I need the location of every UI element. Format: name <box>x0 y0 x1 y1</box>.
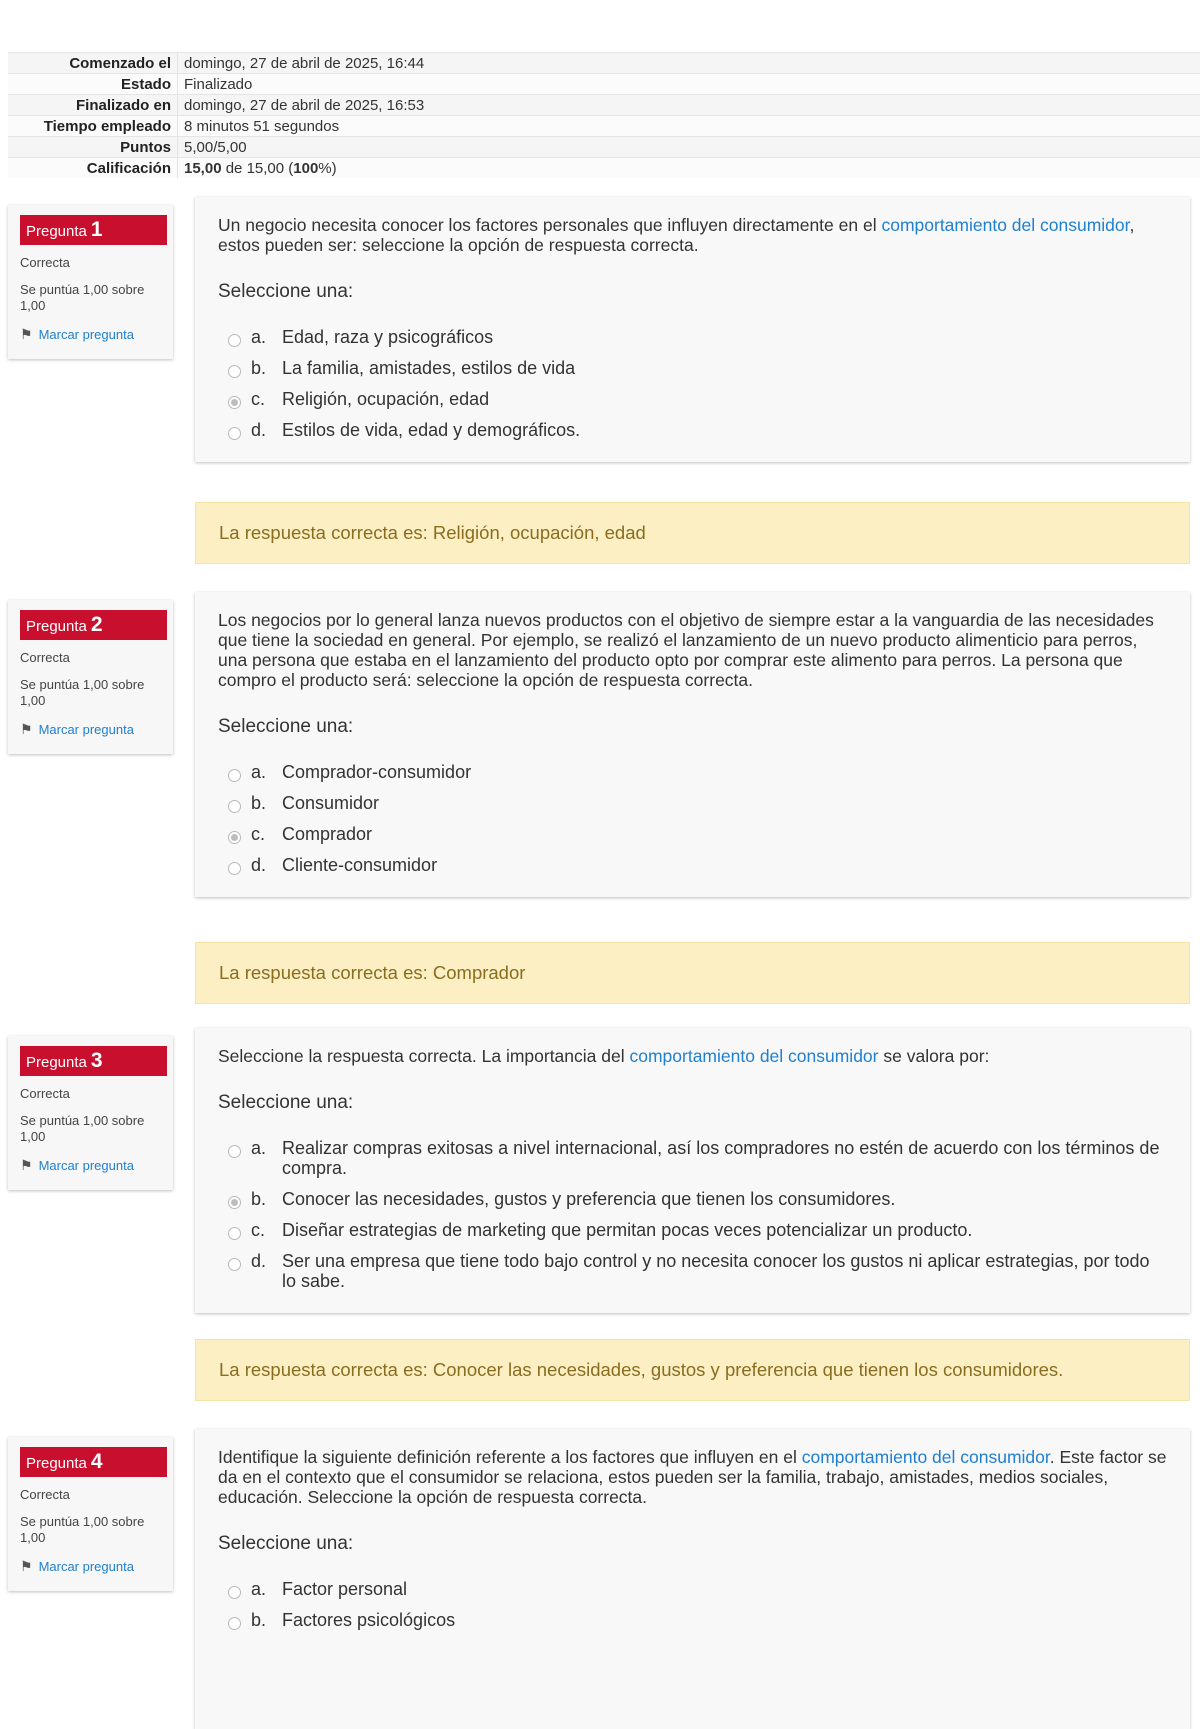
summary-value: domingo, 27 de abril de 2025, 16:44 <box>178 53 1200 74</box>
answer-letter: a. <box>251 1138 282 1158</box>
question-content <box>195 592 1190 897</box>
answer-letter: b. <box>251 1189 282 1209</box>
correct-answer-feedback: La respuesta correcta es: Comprador <box>195 942 1190 1004</box>
answer-option-c[interactable] <box>218 1220 1168 1240</box>
flag-question-link[interactable] <box>20 721 173 738</box>
answer-text: Diseñar estrategias de marketing que permitan pocas veces potencializar un producto. <box>282 1220 1168 1240</box>
question-text-part: . Este factor se da en el contexto que el consumidor se relaciona, estos pueden ser la familia, trabajo, amistades, medios sociales, educación. Seleccione la opción de respuesta correcta. <box>218 1447 1166 1507</box>
radio-button[interactable] <box>228 769 241 782</box>
answer-letter: a. <box>251 327 282 347</box>
flag-icon: ⚑ <box>20 326 33 342</box>
answer-letter: a. <box>251 1579 282 1599</box>
flag-label: Marcar pregunta <box>39 327 134 342</box>
question-content <box>195 1028 1190 1313</box>
summary-key: Finalizado en <box>8 95 178 116</box>
question-label: Pregunta <box>26 618 87 635</box>
answer-option-c[interactable] <box>218 824 1168 844</box>
answer-option-b[interactable] <box>218 793 1168 813</box>
answer-option-b[interactable] <box>218 1610 1168 1630</box>
answer-letter: c. <box>251 1220 282 1240</box>
question-number: 4 <box>91 1450 103 1473</box>
question-label: Pregunta <box>26 1054 87 1071</box>
answer-text: La familia, amistades, estilos de vida <box>282 358 1168 378</box>
question-grade: Se puntúa 1,00 sobre 1,00 <box>20 677 165 709</box>
answer-text: Conocer las necesidades, gustos y preferencia que tienen los consumidores. <box>282 1189 1168 1209</box>
question-grade: Se puntúa 1,00 sobre 1,00 <box>20 282 165 314</box>
summary-value: 8 minutos 51 segundos <box>178 116 1200 137</box>
question-state: Correcta <box>20 255 173 270</box>
summary-key: Calificación <box>8 158 178 179</box>
answer-option-d[interactable] <box>218 855 1168 875</box>
correct-answer-feedback: La respuesta correcta es: Religión, ocupación, edad <box>195 502 1190 564</box>
summary-row-points <box>8 137 1200 158</box>
select-one-prompt: Seleccione una: <box>218 281 1168 303</box>
flag-icon: ⚑ <box>20 1558 33 1574</box>
question-number: 2 <box>91 613 103 636</box>
radio-button[interactable] <box>228 365 241 378</box>
answer-text: Cliente-consumidor <box>282 855 1168 875</box>
summary-row-started <box>8 53 1200 74</box>
radio-button[interactable] <box>228 427 241 440</box>
answer-letter: d. <box>251 420 282 440</box>
radio-button[interactable] <box>228 1617 241 1630</box>
flag-label: Marcar pregunta <box>39 1559 134 1574</box>
summary-row-finished <box>8 95 1200 116</box>
glossary-link[interactable]: comportamiento del consumidor <box>802 1447 1050 1467</box>
answer-option-d[interactable] <box>218 1251 1168 1291</box>
answer-letter: d. <box>251 855 282 875</box>
answer-text: Consumidor <box>282 793 1168 813</box>
radio-button[interactable] <box>228 334 241 347</box>
question-grade: Se puntúa 1,00 sobre 1,00 <box>20 1514 165 1546</box>
radio-button[interactable] <box>228 862 241 875</box>
summary-key: Comenzado el <box>8 53 178 74</box>
question-info <box>8 1036 173 1190</box>
flag-question-link[interactable] <box>20 326 173 343</box>
answer-option-a[interactable] <box>218 327 1168 347</box>
question-number-badge <box>20 610 167 640</box>
answer-letter: c. <box>251 824 282 844</box>
question-text: Los negocios por lo general lanza nuevos productos con el objetivo de siempre estar a la vanguardia de las necesidades que tiene la sociedad en general. Por ejemplo, se realizó el lanzamiento de un nuevo producto alimenticio para perros, una persona que estaba en el lanzamiento del producto opto por comprar este alimento para perros. La persona que compro el producto será: seleccione la opción de respuesta correcta. <box>218 610 1168 690</box>
grade-value: 15,00 <box>184 160 222 177</box>
answer-list <box>218 1138 1168 1291</box>
question-number: 3 <box>91 1049 103 1072</box>
question-info <box>8 1437 173 1591</box>
answer-option-a[interactable] <box>218 762 1168 782</box>
answer-text: Realizar compras exitosas a nivel internacional, así los compradores no estén de acuerdo con los términos de compra. <box>282 1138 1168 1178</box>
summary-key: Tiempo empleado <box>8 116 178 137</box>
summary-value: 5,00/5,00 <box>178 137 1200 158</box>
answer-text: Religión, ocupación, edad <box>282 389 1168 409</box>
correct-answer-feedback: La respuesta correcta es: Conocer las necesidades, gustos y preferencia que tienen los consumidores. <box>195 1339 1190 1401</box>
answer-option-a[interactable] <box>218 1138 1168 1178</box>
question-content <box>195 1429 1190 1729</box>
radio-button[interactable] <box>228 1586 241 1599</box>
radio-button[interactable] <box>228 1227 241 1240</box>
question-text-part: se valora por: <box>879 1046 990 1066</box>
flag-question-link[interactable] <box>20 1157 173 1174</box>
summary-value: domingo, 27 de abril de 2025, 16:53 <box>178 95 1200 116</box>
answer-text: Factor personal <box>282 1579 1168 1599</box>
answer-list <box>218 762 1168 875</box>
radio-button-selected[interactable] <box>228 396 241 409</box>
select-one-prompt: Seleccione una: <box>218 1533 1168 1555</box>
question-number: 1 <box>91 218 103 241</box>
question-info <box>8 600 173 754</box>
question-state: Correcta <box>20 650 173 665</box>
summary-value: Finalizado <box>178 74 1200 95</box>
question-label: Pregunta <box>26 223 87 240</box>
flag-icon: ⚑ <box>20 1157 33 1173</box>
summary-row-grade <box>8 158 1200 179</box>
answer-text: Factores psicológicos <box>282 1610 1168 1630</box>
answer-option-d[interactable] <box>218 420 1168 440</box>
answer-option-a[interactable] <box>218 1579 1168 1599</box>
answer-option-c[interactable] <box>218 389 1168 409</box>
answer-option-b[interactable] <box>218 1189 1168 1209</box>
answer-letter: d. <box>251 1251 282 1271</box>
question-text <box>218 215 1168 255</box>
answer-text: Comprador <box>282 824 1168 844</box>
question-text <box>218 1447 1168 1507</box>
question-number-badge <box>20 1447 167 1477</box>
answer-letter: b. <box>251 1610 282 1630</box>
answer-option-b[interactable] <box>218 358 1168 378</box>
answer-letter: b. <box>251 793 282 813</box>
grade-percent: 100 <box>293 160 318 177</box>
question-state: Correcta <box>20 1086 173 1101</box>
radio-button[interactable] <box>228 800 241 813</box>
answer-list <box>218 327 1168 440</box>
question-label: Pregunta <box>26 1455 87 1472</box>
question-state: Correcta <box>20 1487 173 1502</box>
question-number-badge <box>20 215 167 245</box>
question-content <box>195 197 1190 462</box>
glossary-link[interactable]: comportamiento del consumidor <box>881 215 1129 235</box>
attempt-summary-table <box>8 52 1200 178</box>
answer-text: Ser una empresa que tiene todo bajo control y no necesita conocer los gustos ni aplicar estrategias, por todo lo sabe. <box>282 1251 1168 1291</box>
flag-icon: ⚑ <box>20 721 33 737</box>
summary-value <box>178 158 1200 179</box>
answer-letter: a. <box>251 762 282 782</box>
answer-letter: c. <box>251 389 282 409</box>
summary-key: Estado <box>8 74 178 95</box>
answer-text: Estilos de vida, edad y demográficos. <box>282 420 1168 440</box>
question-number-badge <box>20 1046 167 1076</box>
radio-button-selected[interactable] <box>228 831 241 844</box>
answer-letter: b. <box>251 358 282 378</box>
answer-text: Edad, raza y psicográficos <box>282 327 1168 347</box>
grade-end: %) <box>318 160 336 177</box>
question-info <box>8 205 173 359</box>
glossary-link[interactable]: comportamiento del consumidor <box>629 1046 878 1066</box>
select-one-prompt: Seleccione una: <box>218 1092 1168 1114</box>
question-text-part: Un negocio necesita conocer los factores personales que influyen directamente en el <box>218 215 881 235</box>
select-one-prompt: Seleccione una: <box>218 716 1168 738</box>
question-text <box>218 1046 1168 1066</box>
summary-row-state <box>8 74 1200 95</box>
summary-row-time <box>8 116 1200 137</box>
question-text-part: , estos pueden ser: seleccione la opción de respuesta correcta. <box>218 215 1134 255</box>
flag-label: Marcar pregunta <box>39 1158 134 1173</box>
flag-label: Marcar pregunta <box>39 722 134 737</box>
question-grade: Se puntúa 1,00 sobre 1,00 <box>20 1113 165 1145</box>
answer-list <box>218 1579 1168 1630</box>
radio-button[interactable] <box>228 1258 241 1271</box>
summary-key: Puntos <box>8 137 178 158</box>
radio-button[interactable] <box>228 1145 241 1158</box>
flag-question-link[interactable] <box>20 1558 173 1575</box>
grade-mid: de 15,00 ( <box>222 160 294 177</box>
question-text-part: Identifique la siguiente definición referente a los factores que influyen en el <box>218 1447 802 1467</box>
question-text-part: Seleccione la respuesta correcta. La importancia del <box>218 1046 629 1066</box>
answer-text: Comprador-consumidor <box>282 762 1168 782</box>
radio-button-selected[interactable] <box>228 1196 241 1209</box>
